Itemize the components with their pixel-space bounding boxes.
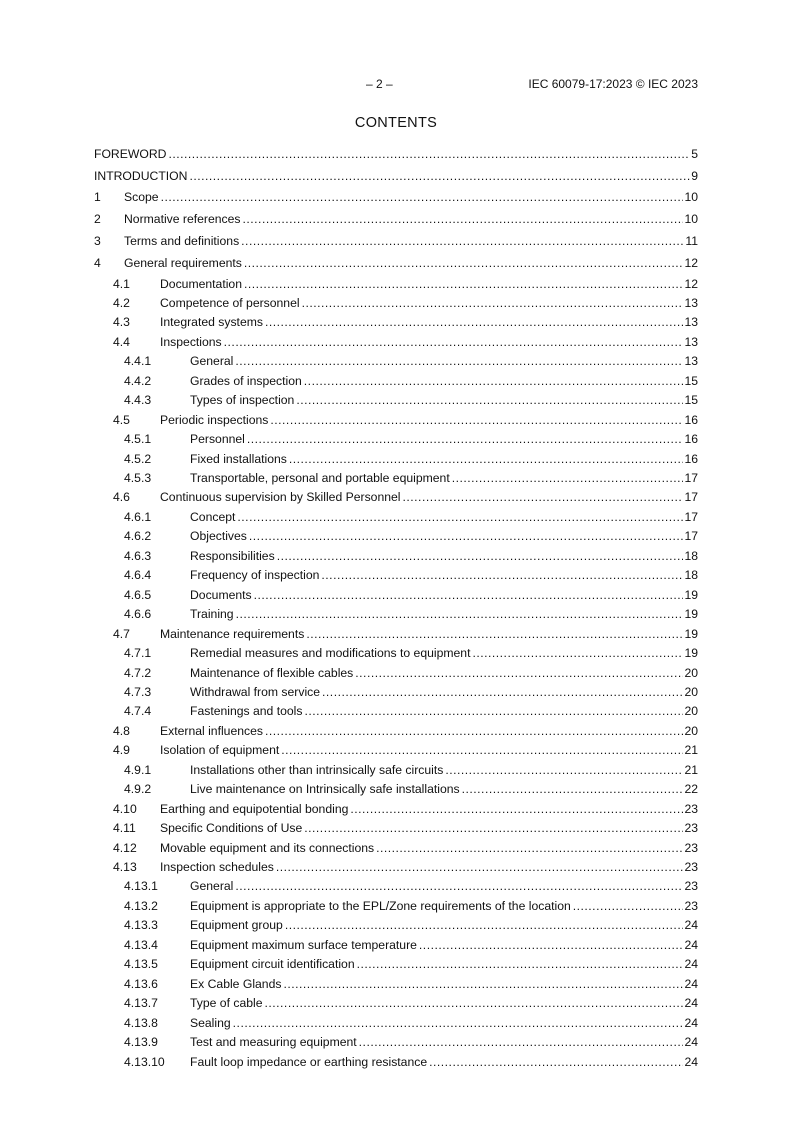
toc-entry-title: Type of cable — [190, 996, 263, 1011]
toc-entry-number: 4.13.10 — [124, 1054, 165, 1069]
toc-entry-number: 4.13.2 — [124, 898, 158, 913]
dot-leader — [321, 566, 683, 584]
toc-entry-title: Fastenings and tools — [190, 704, 303, 719]
toc-entry-page: 13 — [684, 334, 698, 349]
toc-entry-page: 16 — [684, 432, 698, 447]
toc-entry-number: 3 — [94, 233, 101, 248]
toc-entry-page: 23 — [684, 860, 698, 874]
toc-entry-page: 20 — [684, 704, 698, 719]
dot-leader — [235, 352, 683, 370]
toc-entry-title: Objectives — [190, 529, 247, 544]
dot-leader — [161, 188, 684, 206]
toc-entry-page: 23 — [684, 821, 698, 836]
toc-entry-page: 24 — [684, 937, 698, 952]
toc-entry[interactable] — [94, 450, 698, 468]
toc-entry-title: Types of inspection — [190, 393, 295, 408]
toc-entry-number: 4.7.2 — [124, 665, 152, 680]
dot-leader — [236, 605, 684, 623]
toc-entry-page: 10 — [684, 190, 698, 205]
toc-entry-title: Integrated systems — [160, 315, 263, 330]
toc-entry-title: Installations other than intrinsically safe circuits — [190, 762, 444, 777]
toc-entry[interactable] — [94, 294, 698, 312]
toc-entry-number: 4.9.2 — [124, 782, 152, 797]
toc-entry-page: 9 — [691, 168, 698, 183]
toc-entry[interactable] — [94, 780, 698, 798]
toc-entry[interactable] — [94, 1014, 698, 1032]
toc-entry[interactable] — [94, 897, 698, 915]
toc-entry-title: Equipment circuit identification — [190, 957, 355, 972]
dot-leader — [237, 508, 683, 526]
dot-leader — [376, 839, 683, 857]
toc-entry[interactable] — [94, 761, 698, 779]
toc-entry-page: 11 — [685, 233, 698, 248]
toc-entry-title: External influences — [160, 723, 263, 738]
toc-entry[interactable] — [94, 722, 698, 740]
toc-entry-number: 4.5.2 — [124, 451, 152, 466]
dot-leader — [296, 391, 683, 409]
toc-entry[interactable] — [94, 839, 698, 857]
dot-leader — [419, 936, 684, 954]
toc-entry[interactable] — [94, 877, 698, 895]
toc-entry-page: 23 — [684, 801, 698, 816]
toc-entry-title: Transportable, personal and portable equipment — [190, 471, 450, 485]
toc-entry-page: 20 — [684, 723, 698, 738]
dot-leader — [350, 800, 683, 818]
toc-entry-title: INTRODUCTION — [94, 168, 188, 183]
dot-leader — [355, 664, 683, 682]
dot-leader — [235, 877, 683, 895]
toc-entry-number: 4.9.1 — [124, 762, 152, 777]
toc-entry-page: 15 — [684, 373, 698, 388]
dot-leader — [276, 858, 684, 876]
page-header — [94, 77, 698, 93]
toc-entry-number: 4.13.7 — [124, 996, 158, 1011]
toc-entry-page: 18 — [684, 568, 698, 583]
toc-entry[interactable] — [94, 819, 698, 837]
toc-entry[interactable] — [94, 605, 698, 623]
toc-entry-page: 21 — [684, 762, 698, 777]
toc-entry-page: 17 — [684, 529, 698, 544]
toc-entry-number: 4.3 — [113, 315, 130, 330]
toc-entry-number: 4.6.3 — [124, 548, 152, 563]
toc-entry[interactable] — [94, 313, 698, 331]
dot-leader — [241, 232, 684, 250]
document-reference: IEC 60079-17:2023 © IEC 2023 — [528, 77, 698, 91]
toc-entry-number: 4.6.5 — [124, 587, 152, 602]
toc-entry[interactable] — [94, 625, 698, 643]
toc-entry-title: Specific Conditions of Use — [160, 821, 303, 836]
toc-entry[interactable] — [94, 469, 698, 487]
toc-entry[interactable] — [94, 936, 698, 954]
toc-entry-page: 12 — [684, 276, 698, 291]
toc-entry-number: 4.2 — [113, 295, 130, 310]
toc-entry[interactable] — [94, 411, 698, 429]
toc-entry[interactable] — [94, 232, 698, 250]
toc-entry-page: 24 — [684, 1015, 698, 1030]
dot-leader — [249, 527, 684, 545]
dot-leader — [247, 430, 684, 448]
toc-entry-page: 24 — [684, 957, 698, 972]
toc-entry[interactable] — [94, 1053, 698, 1071]
dot-leader — [189, 167, 690, 185]
dot-leader — [244, 254, 684, 272]
dot-leader — [403, 488, 684, 506]
toc-entry-title: Withdrawal from service — [190, 684, 321, 699]
toc-entry[interactable] — [94, 858, 698, 876]
toc-entry[interactable] — [94, 167, 698, 185]
toc-entry-title: Responsibilities — [190, 548, 275, 563]
toc-entry-page: 19 — [684, 646, 698, 661]
toc-entry[interactable] — [94, 188, 698, 206]
toc-entry[interactable] — [94, 800, 698, 818]
toc-entry-page: 23 — [684, 879, 698, 894]
toc-entry-number: 1 — [94, 190, 101, 205]
toc-entry[interactable] — [94, 566, 698, 584]
toc-entry-page: 13 — [684, 315, 698, 330]
toc-entry-page: 24 — [684, 996, 698, 1011]
toc-entry-title: Maintenance requirements — [160, 626, 305, 641]
dot-leader — [244, 275, 683, 293]
dot-leader — [233, 1014, 684, 1032]
toc-entry-title: Continuous supervision by Skilled Personnel — [160, 490, 401, 505]
toc-entry-title: Periodic inspections — [160, 412, 269, 427]
toc-entry-page: 24 — [684, 918, 698, 933]
toc-entry-number: 4.6.2 — [124, 529, 152, 544]
dot-leader — [265, 994, 684, 1012]
toc-entry-page: 13 — [684, 354, 698, 369]
toc-entry-page: 24 — [684, 1054, 698, 1069]
toc-entry-number: 4.7.4 — [124, 704, 152, 719]
dot-leader — [445, 761, 683, 779]
toc-entry-number: 4.13.6 — [124, 976, 158, 991]
toc-entry-page: 12 — [684, 255, 698, 270]
toc-entry-number: 4.6.4 — [124, 568, 152, 583]
toc-entry[interactable] — [94, 333, 698, 351]
toc-entry-title: Competence of personnel — [160, 295, 300, 310]
toc-entry-number: 4.1 — [113, 276, 130, 291]
toc-entry-page: 23 — [684, 898, 698, 913]
toc-entry-page: 19 — [684, 587, 698, 602]
toc-entry-number: 4.8 — [113, 723, 130, 738]
toc-entry[interactable] — [94, 527, 698, 545]
toc-entry-page: 19 — [684, 607, 698, 622]
toc-entry-number: 4 — [94, 255, 101, 270]
toc-entry-title: Terms and definitions — [124, 233, 240, 248]
toc-entry-title: Earthing and equipotential bonding — [160, 801, 349, 816]
toc-entry[interactable] — [94, 1033, 698, 1051]
dot-leader — [429, 1053, 683, 1071]
toc-entry[interactable] — [94, 430, 698, 448]
dot-leader — [357, 955, 684, 973]
toc-entry-number: 4.13.4 — [124, 937, 158, 952]
toc-entry-title: Scope — [124, 190, 159, 205]
toc-entry-page: 13 — [684, 295, 698, 310]
toc-entry-number: 4.13.9 — [124, 1035, 158, 1050]
toc-entry-number: 4.9 — [113, 743, 130, 758]
toc-entry[interactable] — [94, 975, 698, 993]
toc-entry-number: 2 — [94, 212, 101, 227]
toc-entry-number: 4.4.2 — [124, 373, 152, 388]
toc-entry[interactable] — [94, 275, 698, 293]
toc-entry[interactable] — [94, 741, 698, 759]
toc-entry-page: 17 — [684, 471, 698, 485]
toc-entry[interactable] — [94, 547, 698, 565]
toc-entry-title: FOREWORD — [94, 147, 167, 161]
toc-entry-title: Ex Cable Glands — [190, 976, 282, 991]
toc-entry-page: 17 — [684, 509, 698, 524]
dot-leader — [285, 916, 684, 934]
toc-entry-title: Training — [190, 607, 234, 622]
toc-entry-number: 4.13.5 — [124, 957, 158, 972]
dot-leader — [289, 450, 684, 468]
toc-entry-page: 20 — [684, 665, 698, 680]
toc-entry-number: 4.11 — [113, 821, 136, 836]
dot-leader — [224, 333, 684, 351]
toc-entry[interactable] — [94, 683, 698, 701]
toc-entry[interactable] — [94, 254, 698, 272]
dot-leader — [265, 722, 683, 740]
toc-entry-page: 21 — [684, 743, 698, 758]
toc-entry-number: 4.7.1 — [124, 646, 152, 661]
toc-entry[interactable] — [94, 210, 698, 228]
toc-entry[interactable] — [94, 664, 698, 682]
toc-entry-title: Live maintenance on Intrinsically safe installations — [190, 782, 460, 797]
toc-entry-title: Isolation of equipment — [160, 743, 280, 758]
toc-entry-page: 17 — [684, 490, 698, 505]
dot-leader — [283, 975, 683, 993]
dot-leader — [270, 411, 683, 429]
dot-leader — [306, 625, 683, 643]
toc-entry-title: Personnel — [190, 432, 245, 447]
toc-entry-page: 19 — [684, 626, 698, 641]
dot-leader — [359, 1033, 684, 1051]
page-number: – 2 – — [366, 77, 393, 91]
toc-entry-title: Grades of inspection — [190, 373, 302, 388]
toc-entry[interactable] — [94, 702, 698, 720]
toc-entry-page: 16 — [684, 451, 698, 466]
dot-leader — [168, 145, 690, 163]
toc-entry-number: 4.13.8 — [124, 1015, 158, 1030]
toc-entry-title: General — [190, 354, 234, 369]
toc-entry-page: 18 — [684, 548, 698, 563]
toc-entry-title: Fixed installations — [190, 451, 287, 466]
toc-entry-title: Test and measuring equipment — [190, 1035, 357, 1050]
toc-entry[interactable] — [94, 994, 698, 1012]
toc-entry-number: 4.12 — [113, 840, 137, 855]
toc-entry[interactable] — [94, 488, 698, 506]
toc-entry-title: General requirements — [124, 255, 242, 270]
dot-leader — [322, 683, 683, 701]
toc-entry-title: Documentation — [160, 276, 242, 291]
toc-entry-title: General — [190, 879, 234, 894]
toc-entry-number: 4.13 — [113, 860, 137, 874]
toc-entry[interactable] — [94, 508, 698, 526]
toc-entry-number: 4.10 — [113, 801, 137, 816]
dot-leader — [304, 819, 683, 837]
toc-entry-title: Normative references — [124, 212, 241, 227]
toc-entry-number: 4.4 — [113, 334, 130, 349]
toc-entry-page: 15 — [684, 393, 698, 408]
toc-entry-title: Sealing — [190, 1015, 231, 1030]
toc-entry-title: Equipment is appropriate to the EPL/Zone requirements of the location — [190, 898, 571, 913]
toc-entry[interactable] — [94, 644, 698, 662]
dot-leader — [243, 210, 684, 228]
toc-entry-title: Remedial measures and modifications to equipment — [190, 646, 471, 661]
toc-entry-title: Inspections — [160, 334, 222, 349]
toc-entry-title: Concept — [190, 509, 236, 524]
toc-entry-page: 10 — [684, 212, 698, 227]
toc-entry-page: 22 — [684, 782, 698, 797]
toc-entry-page: 24 — [684, 1035, 698, 1050]
toc-entry-page: 16 — [684, 412, 698, 427]
toc-entry-number: 4.6.1 — [124, 509, 152, 524]
dot-leader — [472, 644, 683, 662]
page-title: CONTENTS — [354, 115, 438, 131]
dot-leader — [573, 897, 684, 915]
toc-entry-number: 4.7.3 — [124, 684, 152, 699]
toc-entry-title: Documents — [190, 587, 252, 602]
dot-leader — [277, 547, 684, 565]
toc-entry-title: Equipment maximum surface temperature — [190, 937, 417, 952]
toc-entry-number: 4.4.1 — [124, 354, 152, 369]
toc-entry[interactable] — [94, 955, 698, 973]
toc-entry-title: Frequency of inspection — [190, 568, 320, 583]
toc-entry-number: 4.13.3 — [124, 918, 158, 933]
toc-entry-page: 23 — [684, 840, 698, 855]
toc-entry-number: 4.6.6 — [124, 607, 152, 622]
dot-leader — [304, 372, 684, 390]
dot-leader — [452, 469, 684, 487]
toc-entry[interactable] — [94, 352, 698, 370]
toc-entry-number: 4.5.3 — [124, 471, 152, 485]
toc-entry[interactable] — [94, 372, 698, 390]
dot-leader — [302, 294, 684, 312]
toc-entry-title: Equipment group — [190, 918, 283, 933]
toc-entry-page: 20 — [684, 684, 698, 699]
toc-entry[interactable] — [94, 145, 698, 163]
dot-leader — [254, 586, 684, 604]
toc-entry-page: 5 — [691, 147, 698, 161]
toc-entry-number: 4.6 — [113, 490, 130, 505]
dot-leader — [281, 741, 683, 759]
dot-leader — [462, 780, 684, 798]
toc-entry[interactable] — [94, 586, 698, 604]
toc-entry-page: 24 — [684, 976, 698, 991]
toc-entry-title: Movable equipment and its connections — [160, 840, 375, 855]
toc-entry-number: 4.5.1 — [124, 432, 152, 447]
toc-entry-title: Maintenance of flexible cables — [190, 665, 354, 680]
toc-entry-number: 4.7 — [113, 626, 130, 641]
toc-entry-number: 4.4.3 — [124, 393, 152, 408]
toc-entry[interactable] — [94, 391, 698, 409]
toc-entry-title: Inspection schedules — [160, 860, 274, 874]
toc-entry-number: 4.13.1 — [124, 879, 158, 894]
dot-leader — [304, 702, 683, 720]
toc-entry-title: Fault loop impedance or earthing resistance — [190, 1054, 428, 1069]
dot-leader — [265, 313, 683, 331]
toc-entry[interactable] — [94, 916, 698, 934]
toc-entry-number: 4.5 — [113, 412, 130, 427]
